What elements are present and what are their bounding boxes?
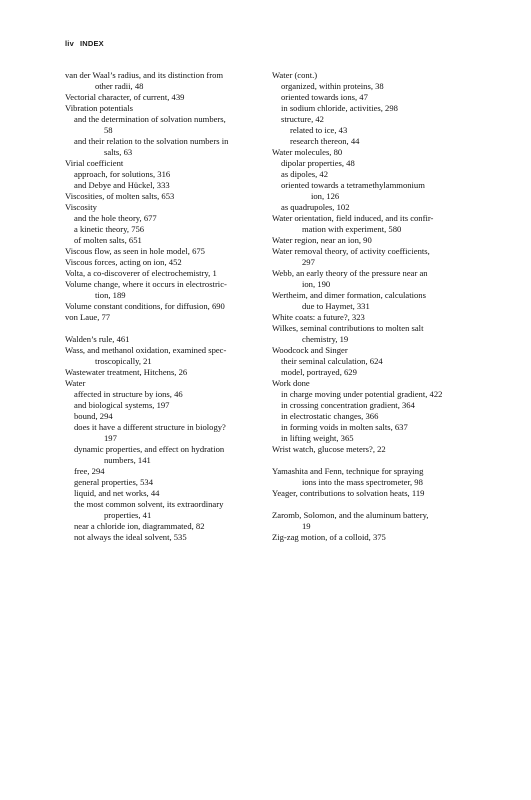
index-entry-text: Wilkes, seminal contributions to molten salt [272,323,424,333]
index-subentry [65,114,263,136]
index-section-gap [65,323,263,334]
page-number: liv [65,39,74,48]
index-entry-text: does it have a different structure in biology? [74,422,226,432]
index-entry-text: related to ice, 43 [290,125,348,135]
index-entry [65,378,263,389]
index-entry-text: in crossing concentration gradient, 364 [281,400,415,410]
index-entry [272,213,472,235]
index-entry-text: a kinetic theory, 756 [74,224,145,234]
index-entry-text: Viscous flow, as seen in hole model, 675 [65,246,205,256]
index-entry [65,70,263,92]
index-subentry [272,114,472,125]
index-entry-text: organized, within proteins, 38 [281,81,384,91]
index-subentry [272,422,472,433]
index-entry-text: and Debye and Hückel, 333 [74,180,170,190]
index-subentry [272,367,472,378]
index-entry [272,235,472,246]
index-entry [65,279,263,301]
index-entry-text: as dipoles, 42 [281,169,329,179]
index-entry [272,510,472,532]
index-entry-continuation: 58 [104,125,113,135]
index-entry [272,70,472,81]
index-entry-continuation: 19 [302,521,311,531]
index-entry-text: Viscosities, of molten salts, 653 [65,191,175,201]
index-entry-text: not always the ideal solvent, 535 [74,532,187,542]
index-entry [65,367,263,378]
index-entry [65,312,263,323]
index-entry-text: dynamic properties, and effect on hydration [74,444,225,454]
index-subentry [65,180,263,191]
index-subentry [65,532,263,543]
index-entry-text: and the determination of solvation numbers, [74,114,226,124]
index-entry-text: in sodium chloride, activities, 298 [281,103,398,113]
index-entry [272,444,472,455]
index-entry-text: Woodcock and Singer [272,345,348,355]
index-entry [272,345,472,356]
index-entry-text: of molten salts, 651 [74,235,142,245]
index-subentry [65,477,263,488]
index-entry-text: in lifting weight, 365 [281,433,354,443]
index-entry-text: model, portrayed, 629 [281,367,357,377]
index-entry-text: and biological systems, 197 [74,400,170,410]
index-entry-text: Yamashita and Fenn, technique for spraying [272,466,424,476]
index-entry-continuation: tion, 189 [95,290,126,300]
index-entry-text: Wass, and methanol oxidation, examined spec- [65,345,227,355]
index-subentry [272,202,472,213]
index-entry-text: Water (cont.) [272,70,318,80]
index-subentry [65,400,263,411]
index-subentry [272,356,472,367]
running-header [65,39,104,48]
index-entry-text: in forming voids in molten salts, 637 [281,422,408,432]
index-entry [272,488,472,499]
index-subentry [65,411,263,422]
index-entry-text: in electrostatic changes, 366 [281,411,379,421]
index-subentry [272,169,472,180]
index-subentry [65,466,263,477]
index-entry-continuation: mation with experiment, 580 [302,224,402,234]
index-column-left [65,70,263,543]
index-entry-text: as quadrupoles, 102 [281,202,350,212]
index-entry-text: affected in structure by ions, 46 [74,389,183,399]
index-subentry [272,389,472,400]
index-entry-text: Volume change, where it occurs in electrostric- [65,279,227,289]
index-subentry [272,136,472,147]
index-entry-continuation: chemistry, 19 [302,334,349,344]
index-entry [272,466,472,488]
index-entry [272,323,472,345]
index-subentry [65,488,263,499]
index-subentry [65,169,263,180]
index-subentry [272,180,472,202]
index-entry-text: Virial coefficient [65,158,124,168]
index-entry-text: the most common solvent, its extraordinary [74,499,224,509]
index-entry-text: general properties, 534 [74,477,153,487]
index-entry [272,532,472,543]
index-entry-continuation: salts, 63 [104,147,133,157]
index-entry [65,246,263,257]
index-entry [65,191,263,202]
index-entry-text: Wrist watch, glucose meters?, 22 [272,444,386,454]
index-entry [272,378,472,389]
index-entry-text: von Laue, 77 [65,312,111,322]
index-subentry [65,499,263,521]
index-entry-continuation: other radii, 48 [95,81,144,91]
index-entry-text: Viscosity [65,202,97,212]
index-entry-text: Walden’s rule, 461 [65,334,130,344]
index-entry-text: Water molecules, 80 [272,147,343,157]
index-subentry [65,444,263,466]
index-subentry [272,433,472,444]
index-entry-text: Vibration potentials [65,103,133,113]
index-entry-continuation: ion, 126 [311,191,340,201]
index-subentry [272,125,472,136]
index-entry-text: liquid, and net works, 44 [74,488,160,498]
index-entry-text: in charge moving under potential gradient, 422 [281,389,443,399]
index-entry-text: Wastewater treatment, Hitchens, 26 [65,367,188,377]
index-entry-text: free, 294 [74,466,105,476]
index-entry-continuation: due to Haymet, 331 [302,301,370,311]
index-entry-text: White coats: a future?, 323 [272,312,365,322]
index-entry-text: dipolar properties, 48 [281,158,355,168]
index-entry [272,312,472,323]
header-title: INDEX [79,39,104,48]
index-entry-text: Yeager, contributions to solvation heats, 119 [272,488,425,498]
index-entry-text: Viscous forces, acting on ion, 452 [65,257,182,267]
index-entry-continuation: troscopically, 21 [95,356,152,366]
index-entry-text: Water [65,378,86,388]
index-entry [65,268,263,279]
index-subentry [65,521,263,532]
index-entry-text: Zig-zag motion, of a colloid, 375 [272,532,386,542]
index-entry-text: Zaromb, Solomon, and the aluminum battery, [272,510,429,520]
index-subentry [272,81,472,92]
index-subentry [65,422,263,444]
index-entry [65,158,263,169]
index-entry-text: Volume constant conditions, for diffusion, 690 [65,301,225,311]
index-subentry [272,103,472,114]
index-subentry [272,400,472,411]
index-entry-continuation: properties, 41 [104,510,152,520]
index-entry [272,290,472,312]
index-entry [65,301,263,312]
index-entry-continuation: 197 [104,433,117,443]
index-entry-text: Vectorial character, of current, 439 [65,92,185,102]
index-section-gap [272,455,472,466]
index-section-gap [272,499,472,510]
index-entry-text: Water orientation, field induced, and its confir- [272,213,434,223]
index-entry [272,147,472,158]
index-entry-continuation: ions into the mass spectrometer, 98 [302,477,423,487]
index-entry-text: Webb, an early theory of the pressure near an [272,268,428,278]
index-subentry [65,235,263,246]
index-column-right [272,70,472,543]
index-subentry [272,411,472,422]
index-entry-text: van der Waal’s radius, and its distinction from [65,70,224,80]
index-subentry [65,389,263,400]
index-entry [65,92,263,103]
index-entry [65,334,263,345]
index-entry-text: approach, for solutions, 316 [74,169,171,179]
index-entry-text: oriented towards ions, 47 [281,92,368,102]
index-entry-text: and the hole theory, 677 [74,213,157,223]
index-entry-text: bound, 294 [74,411,113,421]
index-entry [65,202,263,213]
index-subentry [65,224,263,235]
index-entry [272,268,472,290]
index-entry [272,246,472,268]
index-subentry [272,92,472,103]
index-entry-text: research thereon, 44 [290,136,360,146]
index-entry-text: near a chloride ion, diagrammated, 82 [74,521,205,531]
index-entry-continuation: numbers, 141 [104,455,151,465]
index-entry [65,257,263,268]
index-subentry [65,136,263,158]
index-entry-text: their seminal calculation, 624 [281,356,383,366]
index-entry-text: Water removal theory, of activity coefficients, [272,246,430,256]
index-entry-text: Wertheim, and dimer formation, calculations [272,290,426,300]
index-entry [65,345,263,367]
index-entry-text: Work done [272,378,310,388]
index-entry-text: Water region, near an ion, 90 [272,235,372,245]
index-entry [65,103,263,114]
index-subentry [272,158,472,169]
index-subentry [65,213,263,224]
index-entry-continuation: ion, 190 [302,279,331,289]
index-entry-text: oriented towards a tetramethylammonium [281,180,425,190]
index-entry-text: and their relation to the solvation numbers in [74,136,229,146]
index-entry-text: Volta, a co-discoverer of electrochemistry, 1 [65,268,217,278]
index-entry-continuation: 297 [302,257,315,267]
index-entry-text: structure, 42 [281,114,324,124]
